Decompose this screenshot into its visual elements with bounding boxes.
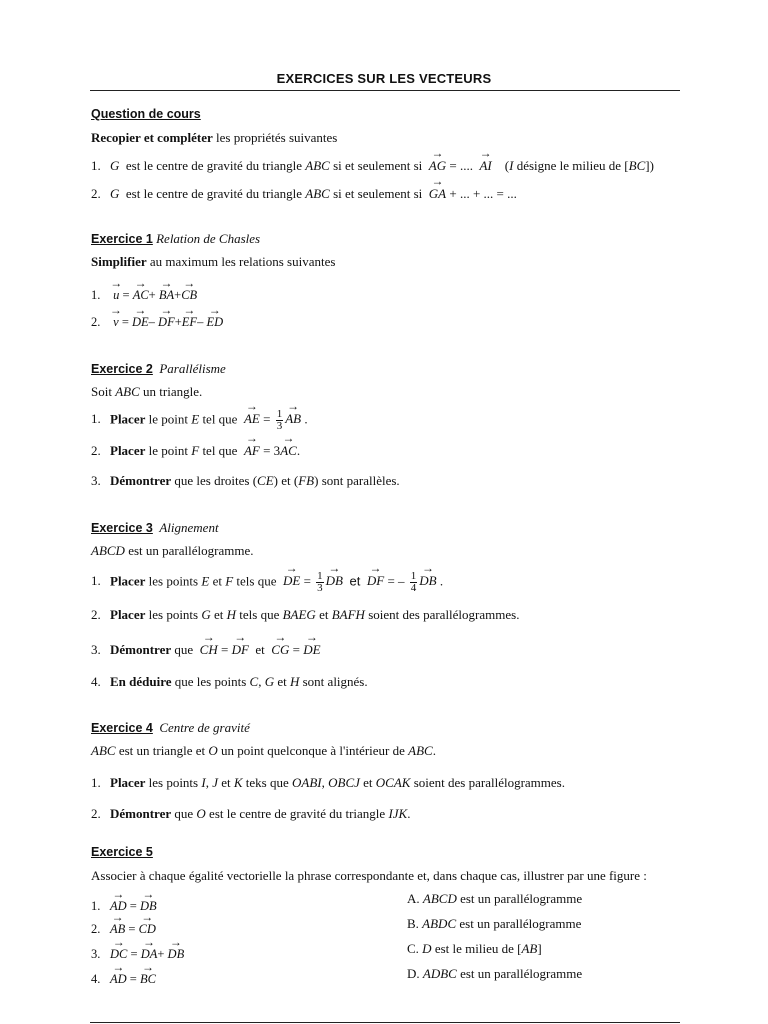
ex3-heading: Exercice 3 Alignement (91, 520, 219, 535)
ex3-item-2: 2. Placer les points G et H tels que BAEG et BAFH soient des parallélogrammes. (91, 607, 520, 622)
ex2-item-2: 2. Placer le point F tel que → AF = 3 → AC. (91, 431, 301, 458)
cours-item-1: 1. G est le centre de gravité du triangle ABC si et seulement si → AG = .... → AI (I désigne le milieu de [BC]) (91, 146, 654, 173)
page-title: EXERCICES SUR LES VECTEURS (276, 71, 492, 86)
ex2-item-3: 3. Démontrer que les droites (CE) et (FB) sont parallèles. (91, 473, 400, 488)
ex4-heading: Exercice 4 Centre de gravité (91, 720, 250, 735)
ex5-left-item-4: 4. → AD = → BC (91, 960, 156, 986)
ex1-item-1: 1. → u = → AC+ → BA+ → CB (91, 276, 198, 302)
ex5-left-item-3: 3. → DC = → DA+ → DB (91, 935, 185, 961)
ex1-instruction: Simplifier au maximum les relations suivantes (91, 254, 336, 269)
ex2-item-1: 1. Placer le point E tel que → AE = $\frac{1}{3}$ → AB . (91, 399, 308, 432)
cours-instruction: Recopier et compléter les propriétés suivantes (91, 130, 338, 145)
ex5-instruction: Associer à chaque égalité vectorielle la phrase correspondante et, dans chaque cas, illustrer par une figure : (91, 868, 647, 883)
ex5-right-item-a: A. ABCD est un parallélogramme (407, 891, 583, 906)
ex3-item-4: 4. En déduire que les points C, G et H sont alignés. (91, 674, 368, 689)
ex3-intro: ABCD est un parallélogramme. (91, 543, 254, 558)
ex5-left-item-1: 1. → AD = → DB (91, 887, 157, 913)
ex4-item-1: 1. Placer les points I, J et K teks que OABI, OBCJ et OCAK soient des parallélogrammes. (91, 775, 565, 790)
cours-heading: Question de cours (91, 107, 201, 121)
ex5-right-item-b: B. ABDC est un parallélogramme (407, 916, 582, 931)
title-rule (90, 90, 680, 91)
footer-rule (90, 1022, 680, 1023)
ex5-right-item-c: C. D est le milieu de [AB] (407, 941, 542, 956)
cours-item-2: 2. G est le centre de gravité du triangle ABC si et seulement si → GA + ... + ... = ... (91, 174, 517, 201)
ex5-left-item-2: 2. → AB = → CD (91, 910, 156, 936)
ex2-heading: Exercice 2 Parallélisme (91, 361, 226, 376)
ex5-heading: Exercice 5 (91, 845, 153, 859)
ex1-item-2: 2. → v = → DE– → DF+ → EF– → ED (91, 303, 224, 329)
ex2-intro: Soit ABC un triangle. (91, 384, 203, 399)
ex1-heading: Exercice 1 Relation de Chasles (91, 231, 261, 246)
ex5-right-item-d: D. ADBC est un parallélogramme (407, 966, 583, 981)
ex3-item-3: 3. Démontrer que → CH = → DF et → CG = → DE (91, 630, 321, 657)
ex4-intro: ABC est un triangle et O un point quelconque à l'intérieur de ABC. (91, 743, 436, 758)
ex4-item-2: 2. Démontrer que O est le centre de gravité du triangle IJK. (91, 806, 411, 821)
ex3-item-1: 1. Placer les points E et F tels que → DE = $\frac{1}{3}$ → DB et → DF = – $\frac{1}{4}$ → DB . (91, 561, 444, 594)
